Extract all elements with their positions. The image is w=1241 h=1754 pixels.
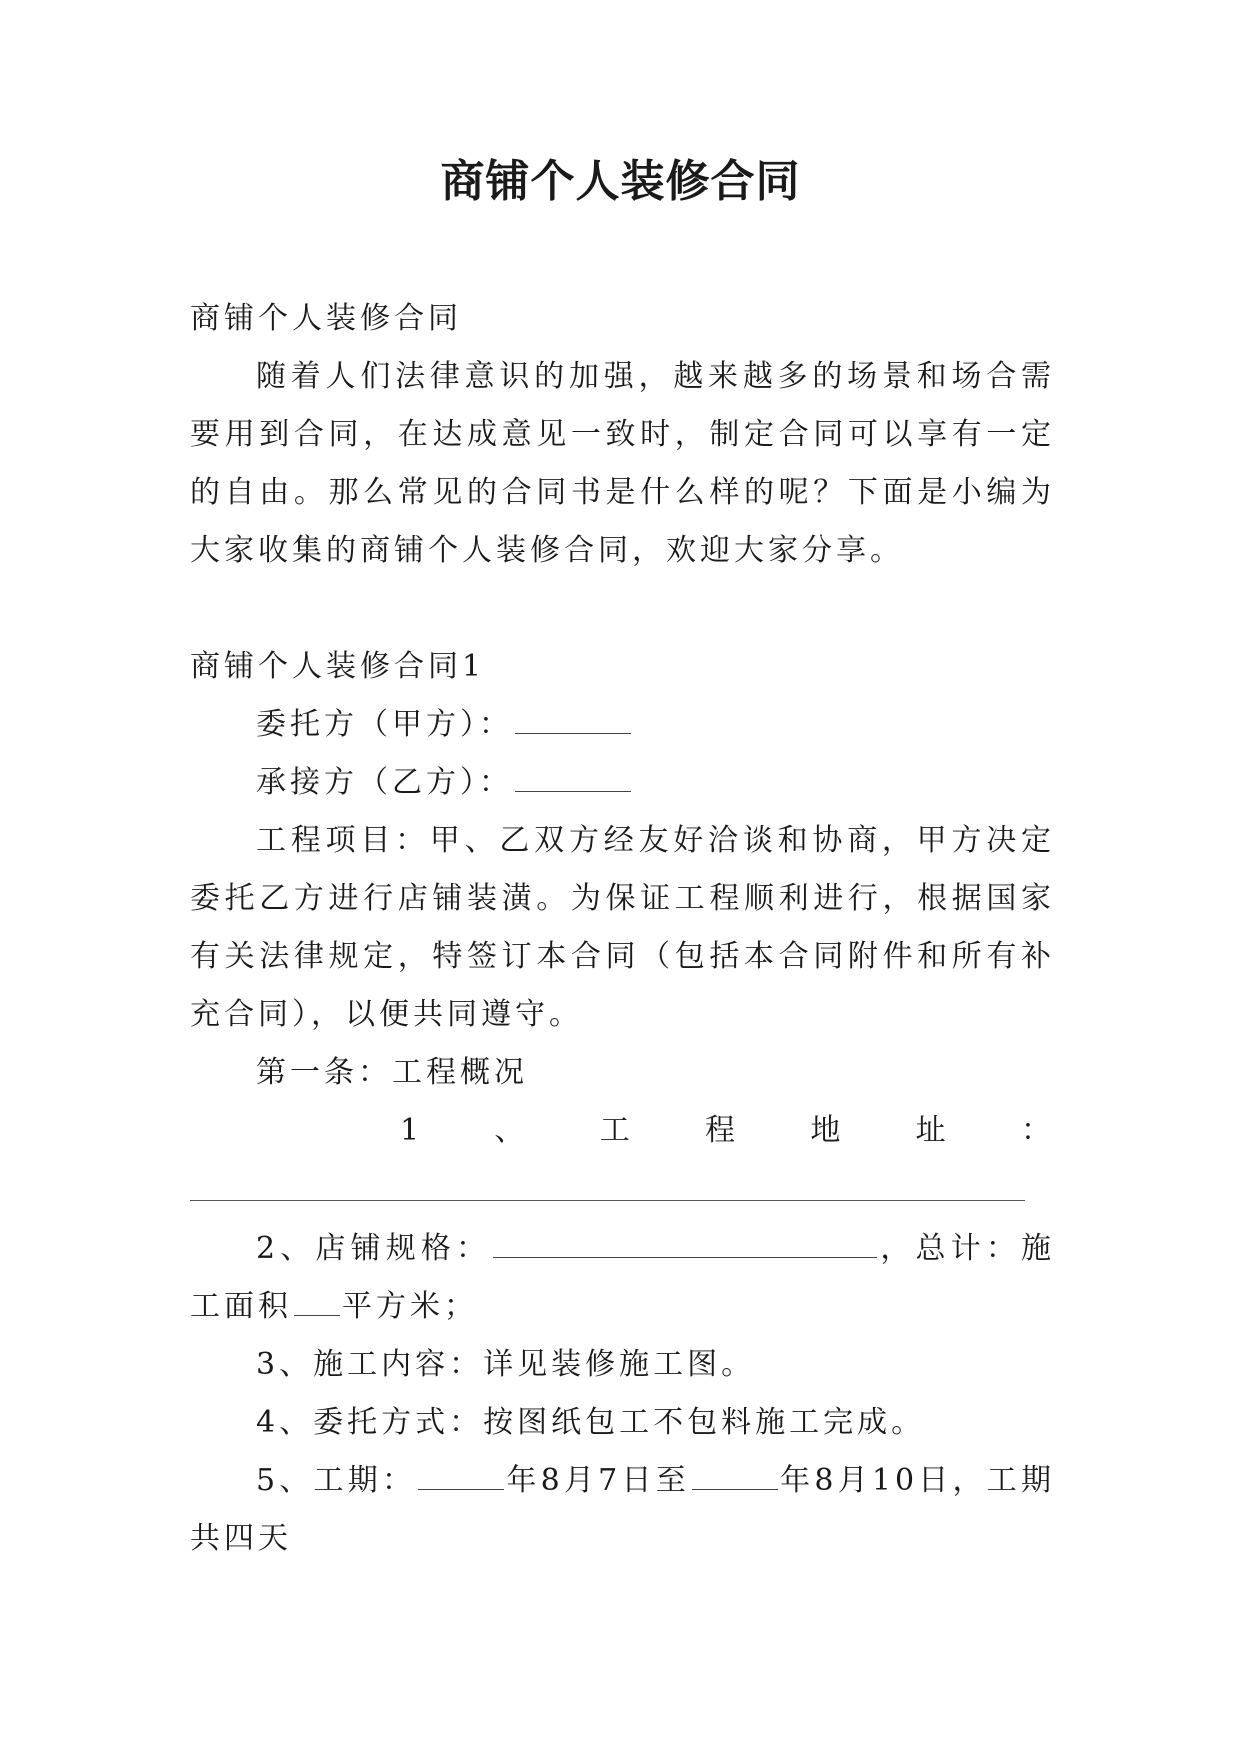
address-blank-line[interactable] (190, 1160, 1055, 1220)
item-2-total: ，总计： (879, 1231, 1021, 1266)
party-a-line (190, 696, 1055, 754)
document-title: 商铺个人装修合同 (440, 156, 801, 207)
party-b-blank[interactable] (515, 761, 631, 792)
end-year-blank[interactable] (692, 1459, 778, 1490)
shop-spec-blank[interactable] (493, 1227, 877, 1258)
paragraph-gap (190, 580, 1055, 638)
item-1-char: 程 (705, 1113, 740, 1148)
item-5-mid1: 年8月7日至 (506, 1463, 690, 1498)
project-paragraph: 工程项目：甲、乙双方经友好洽谈和协商，甲方决定委托乙方进行店铺装潢。为保证工程顺利进行，根据国家有关法律规定，特签订本合同（包括本合同附件和所有补充合同），以便共同遵守。 (190, 823, 1055, 1032)
underline-rule (190, 1200, 1025, 1201)
document-heading: 商铺个人装修合同 (190, 301, 462, 336)
item-1-char: 、 (494, 1113, 529, 1148)
party-b-label: 承接方（乙方）： (256, 765, 513, 800)
item-1-char: 工 (599, 1113, 634, 1148)
item-5-prefix: 5、工期： (256, 1463, 417, 1498)
item-3-line: 3、施工内容：详见装修施工图。 (256, 1347, 756, 1382)
item-1-char: 地 (810, 1113, 845, 1148)
start-year-blank[interactable] (418, 1459, 504, 1490)
item-2-area-prefix: 施工面积 (190, 1231, 1055, 1324)
party-b-line (190, 754, 1055, 812)
intro-paragraph: 随着人们法律意识的加强，越来越多的场景和场合需要用到合同，在达成意见一致时，制定合同可以享有一定的自由。那么常见的合同书是什么样的呢？下面是小编为大家收集的商铺个人装修合同，欢迎大家分享。 (190, 359, 1055, 568)
item-5-line (190, 1452, 1055, 1568)
area-blank[interactable] (294, 1285, 340, 1316)
document-body (190, 290, 1055, 1568)
item-1-char: 址 (915, 1113, 950, 1148)
item-1-char: 1 (400, 1113, 424, 1148)
party-a-blank[interactable] (515, 703, 631, 734)
item-1-address-line (190, 1102, 1055, 1160)
section-title: 商铺个人装修合同1 (190, 649, 486, 684)
item-5-mid2: 年8月10日，工期共四天 (190, 1463, 1055, 1556)
item-2-prefix: 2、店铺规格： (256, 1231, 492, 1266)
party-a-label: 委托方（甲方）： (256, 707, 513, 742)
item-1-char: ： (1020, 1113, 1055, 1148)
item-4-line: 4、委托方式：按图纸包工不包料施工完成。 (256, 1405, 926, 1440)
article-1-title: 第一条：工程概况 (256, 1055, 528, 1090)
item-2-area-suffix: 平方米； (342, 1289, 478, 1324)
item-2-line (190, 1220, 1055, 1336)
